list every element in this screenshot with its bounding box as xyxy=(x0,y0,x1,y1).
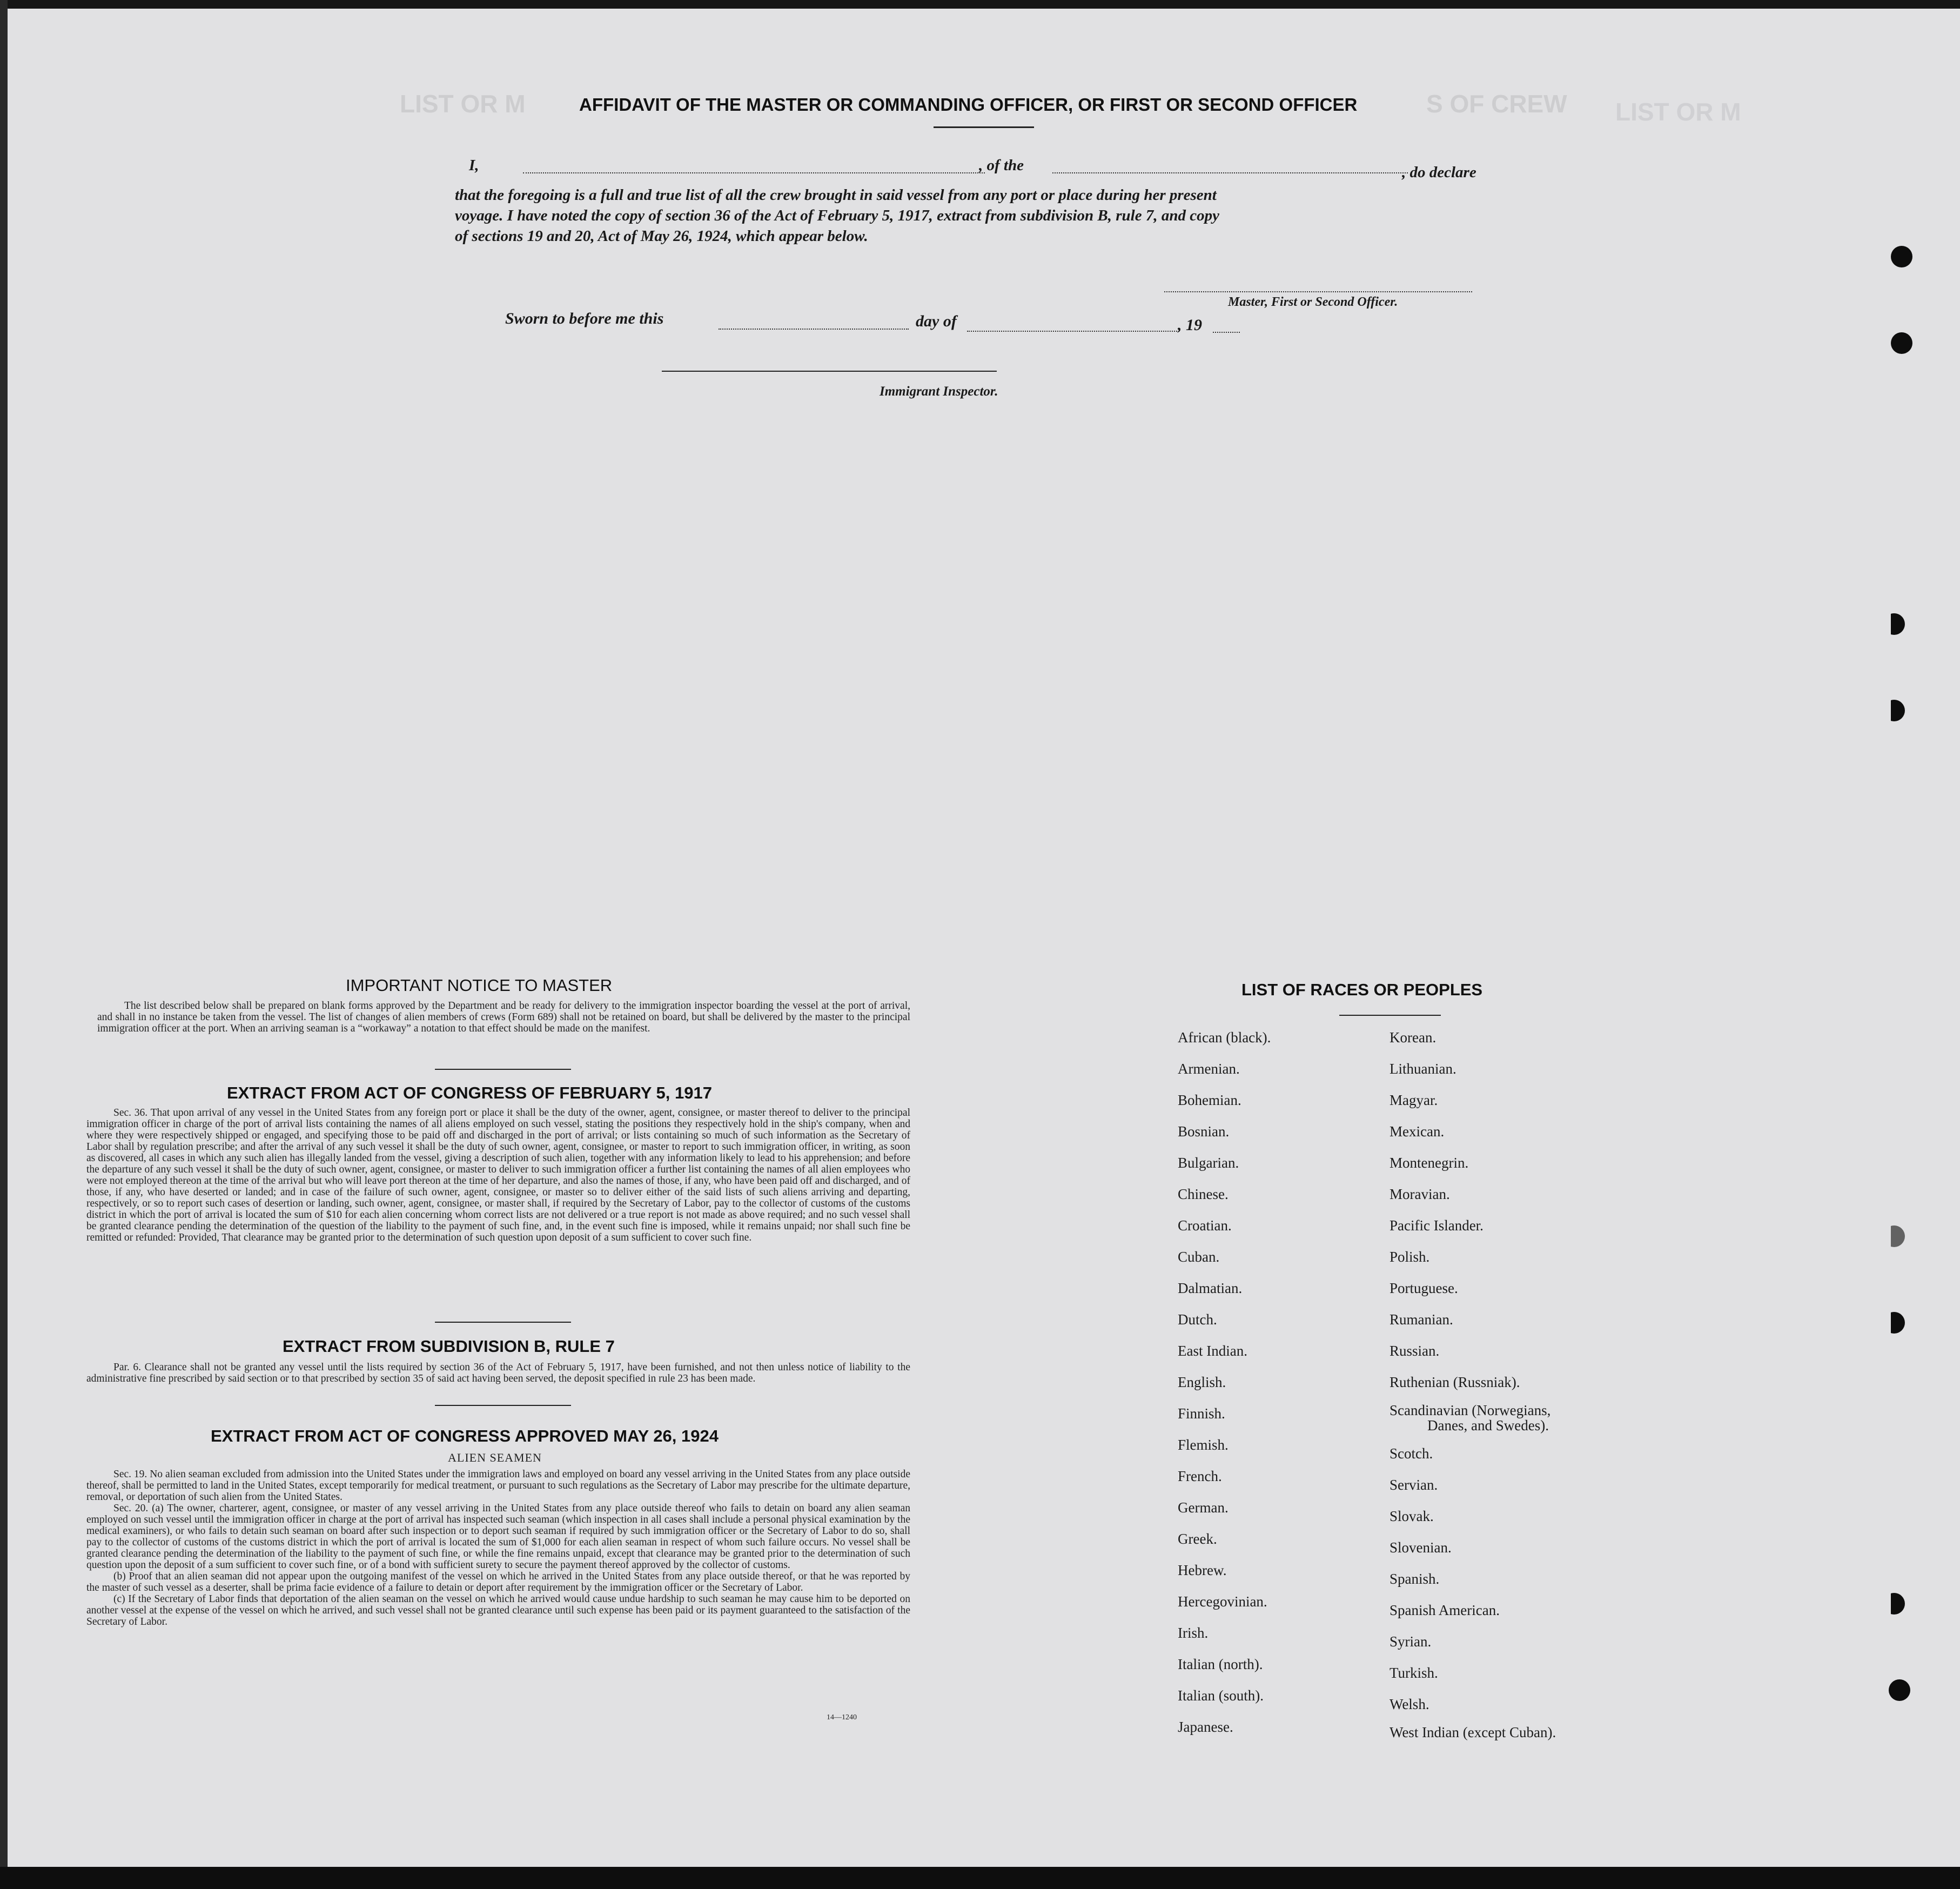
sworn-year-line xyxy=(1213,332,1240,333)
sec20c-paragraph: (c) If the Secretary of Labor finds that deportation of the alien seaman on the vessel on which he arrived would cause undue hardship to such seaman he may cause him to be deported on another vessel at the expense of the vessel on which he arrived, and such vessel shall not be granted clearance until such expense has been paid or its payment guaranteed to the satisfaction of the Secretary of Labor. xyxy=(86,1593,910,1627)
race-item: Finnish. xyxy=(1178,1405,1225,1422)
sec19-paragraph: Sec. 19. No alien seaman excluded from admission into the United States under the immigration laws and employed on board any vessel arriving in the United States from any place outside thereof, shall be permitted to land in the United States, except temporarily for medical treatment, or pursuant to such regulations as the Secretary of Labor may prescribe for the ultimate departure, removal, or deportation of such alien from the United States. xyxy=(86,1469,910,1503)
binder-hole xyxy=(1883,1225,1905,1247)
binder-hole xyxy=(1883,700,1905,721)
sec20b-paragraph: (b) Proof that an alien seaman did not appear upon the outgoing manifest of the vessel on which he arrived in the United States from any place outside thereof, or that he was reported by the master of such vessel as a deserter, shall be prima facie evidence of a failure to detain or deport after requirement by the immigration officer or the Secretary of Labor. xyxy=(86,1571,910,1593)
signature-line xyxy=(1164,291,1472,292)
race-item: West Indian (except Cuban). xyxy=(1390,1724,1556,1740)
alien-seamen-subtitle: ALIEN SEAMEN xyxy=(448,1451,542,1464)
divider xyxy=(435,1322,571,1323)
races-title: LIST OF RACES OR PEOPLES xyxy=(1241,980,1483,999)
race-item: Ruthenian (Russniak). xyxy=(1390,1374,1520,1390)
race-item: Spanish American. xyxy=(1390,1602,1500,1618)
divider xyxy=(934,126,1034,128)
race-item: Rumanian. xyxy=(1390,1311,1453,1328)
race-item: Spanish. xyxy=(1390,1571,1440,1587)
race-item: Cuban. xyxy=(1178,1249,1220,1265)
name-line xyxy=(523,172,985,173)
race-item: Russian. xyxy=(1390,1343,1440,1359)
divider xyxy=(435,1405,571,1406)
race-item: Italian (south). xyxy=(1178,1687,1264,1704)
race-item: German. xyxy=(1178,1499,1229,1516)
race-item: Magyar. xyxy=(1390,1092,1438,1108)
race-item: Pacific Islander. xyxy=(1390,1217,1484,1234)
affidavit-title: AFFIDAVIT OF THE MASTER OR COMMANDING OFFICER, OR FIRST OR SECOND OFFICER xyxy=(579,95,1358,115)
race-item: Mexican. xyxy=(1390,1123,1445,1140)
bleed-through-mark: LIST OR M xyxy=(1615,98,1741,126)
race-item: Dutch. xyxy=(1178,1311,1217,1328)
notice-paragraph: The list described below shall be prepared on blank forms approved by the Department and be ready for delivery to the immigration inspector boarding the vessel at the port of arrival, and shall in no instance be taken from the vessel. The list of changes of alien members of crews (Form 689) shall not be retained on board, but shall be delivered by the master to the principal immigration officer at the port. When an arriving seaman is a “workaway” a notation to that effect should be made on the manifest. xyxy=(97,1000,910,1034)
race-item: Japanese. xyxy=(1178,1719,1233,1735)
binder-hole xyxy=(1891,246,1912,267)
sworn-label: Sworn to before me this xyxy=(505,310,664,327)
statement-line-2: voyage. I have noted the copy of section 36 of the Act of February 5, 1917, extract from subdivision B, rule 7, and copy xyxy=(455,207,1219,224)
signature-caption: Master, First or Second Officer. xyxy=(1228,295,1398,309)
race-item: Irish. xyxy=(1178,1625,1209,1641)
binder-hole xyxy=(1883,1593,1905,1615)
race-item: East Indian. xyxy=(1178,1343,1247,1359)
notice-title: IMPORTANT NOTICE TO MASTER xyxy=(346,976,613,995)
scan-edge-top xyxy=(0,0,1960,9)
extract-1924-text xyxy=(86,1469,910,1627)
race-item: Bosnian. xyxy=(1178,1123,1230,1140)
race-item: Polish. xyxy=(1390,1249,1430,1265)
rule7-paragraph: Par. 6. Clearance shall not be granted any vessel until the lists required by section 36 of the Act of February 5, 1917, have been furnished, and not then unless notice of liability to the administrative fine prescribed by said section or to that prescribed by section 35 of said act having been served, the deposit specified in rule 23 has been made. xyxy=(86,1362,910,1384)
binder-hole xyxy=(1891,332,1912,354)
race-item: Chinese. xyxy=(1178,1186,1229,1202)
race-item: Italian (north). xyxy=(1178,1656,1263,1672)
race-item: Hercegovinian. xyxy=(1178,1593,1267,1610)
declare-of-the: , of the xyxy=(979,157,1024,174)
race-item: Montenegrin. xyxy=(1390,1155,1469,1171)
race-item: Bulgarian. xyxy=(1178,1155,1239,1171)
extract-rule7-text xyxy=(86,1362,910,1384)
race-item: Slovenian. xyxy=(1390,1539,1452,1556)
divider xyxy=(1339,1015,1441,1016)
vessel-line xyxy=(1052,172,1408,173)
race-item: Servian. xyxy=(1390,1477,1438,1493)
race-item: Greek. xyxy=(1178,1531,1217,1547)
statement-line-1: that the foregoing is a full and true list of all the crew brought in said vessel from any port or place during her present xyxy=(455,186,1217,204)
race-item: Welsh. xyxy=(1390,1696,1429,1712)
sec36-paragraph: Sec. 36. That upon arrival of any vessel in the United States from any foreign port or place it shall be the duty of the owner, agent, consignee, or master thereof to deliver to the principal immigration officer in charge of the port of arrival lists containing the names of all aliens employed on such vessel, stating the positions they respectively hold in the ship's company, when and where they were respectively shipped or engaged, and specifying those to be paid off and discharged in the port of arrival; or lists containing so much of such information as the Secretary of Labor shall by regulation prescribe; and after the arrival of any such vessel it shall be the duty of such owner, agent, consignee, or master to report to such immigration officer, in writing, as soon as discovered, all cases in which any such alien has illegally landed from the vessel, giving a description of such alien, together with any information likely to lead to his apprehension; and before the departure of any such vessel it shall be the duty of such owner, agent, consignee, or master to deliver to such immigration officer a further list containing the names of all alien employees who were not employed thereon at the time of the arrival but who will leave port thereon at the time of her departure, and also the names of those, if any, who have been paid off and discharged, and of those, if any, who have deserted or landed; and in case of the failure of such owner, agent, consignee, or master so to deliver either of the said lists of such aliens arriving and departing, respectively, or so to report such cases of desertion or landing, such owner, agent, consignee, or master shall, if required by the Secretary of Labor, pay to the collector of customs of the customs district in which the port of arrival is located the sum of $10 for each alien concerning whom correct lists are not delivered or a true report is not made as above required; and no such vessel shall be granted clearance pending the determination of the question of the liability to the payment of such fine, and, in the event such fine is imposed, while it remains unpaid; nor shall such fine be remitted or refunded: Provided, That clearance may be granted prior to the determination of such question upon deposit of a sum sufficient to cover such fine. xyxy=(86,1107,910,1243)
scan-edge-bottom xyxy=(0,1867,1960,1889)
year-prefix: , 19 xyxy=(1178,316,1202,334)
race-item: Portuguese. xyxy=(1390,1280,1458,1296)
race-item: Slovak. xyxy=(1390,1508,1434,1524)
race-item: Syrian. xyxy=(1390,1633,1432,1650)
race-item: Lithuanian. xyxy=(1390,1061,1456,1077)
sworn-month-line xyxy=(967,331,1179,332)
extract-1917-text xyxy=(86,1107,910,1243)
binder-hole xyxy=(1883,613,1905,635)
race-item: Korean. xyxy=(1390,1029,1437,1046)
race-item: Turkish. xyxy=(1390,1665,1438,1681)
declare-end: , do declare xyxy=(1402,164,1476,181)
race-item: Flemish. xyxy=(1178,1437,1229,1453)
race-item: African (black). xyxy=(1178,1029,1271,1046)
race-item: Scandinavian (Norwegians, xyxy=(1390,1402,1551,1418)
race-item: Scotch. xyxy=(1390,1445,1433,1462)
binder-hole xyxy=(1889,1679,1910,1701)
divider xyxy=(435,1069,571,1070)
form-number: 14—1240 xyxy=(827,1713,857,1721)
declare-i: I, xyxy=(469,157,479,174)
race-item: Dalmatian. xyxy=(1178,1280,1243,1296)
binder-hole xyxy=(1883,1312,1905,1334)
race-item: Croatian. xyxy=(1178,1217,1232,1234)
bleed-through-mark: S OF CREW xyxy=(1426,90,1567,118)
statement-line-3: of sections 19 and 20, Act of May 26, 1924, which appear below. xyxy=(455,227,868,245)
extract-rule7-title: EXTRACT FROM SUBDIVISION B, RULE 7 xyxy=(283,1337,615,1356)
race-item-continuation: Danes, and Swedes). xyxy=(1427,1417,1549,1434)
race-item: Armenian. xyxy=(1178,1061,1240,1077)
race-item: Moravian. xyxy=(1390,1186,1450,1202)
day-of-label: day of xyxy=(916,312,957,330)
bleed-through-mark: LIST OR M xyxy=(400,90,526,118)
inspector-signature-line xyxy=(662,371,997,372)
scan-edge-left xyxy=(0,0,8,1889)
sec20a-paragraph: Sec. 20. (a) The owner, charterer, agent, consignee, or master of any vessel arriving in the United States from any place outside thereof who fails to detain on board any alien seaman employed on such vessel until the immigration officer in charge at the port of arrival has inspected such seaman (which inspection in all cases shall include a personal physical examination by the medical examiners), or who fails to detain such seaman on board after such inspection or to deport such seaman if required by such immigration officer or the Secretary of Labor to do so, shall pay to the collector of customs of the customs district in which the port of arrival is located the sum of $1,000 for each alien seaman in respect of whom such failure occurs. No vessel shall be granted clearance pending the determination of the liability to the payment of such fine, or while the fine remains unpaid, except that clearance may be granted prior to the determination of such question upon the deposit of a sum sufficient to cover such fine, or of a bond with sufficient surety to secure the payment thereof approved by the collector of customs. xyxy=(86,1503,910,1571)
sworn-day-line xyxy=(719,329,909,330)
extract-1924-title: EXTRACT FROM ACT OF CONGRESS APPROVED MAY 26, 1924 xyxy=(211,1426,719,1445)
notice-text xyxy=(97,1000,910,1034)
extract-1917-title: EXTRACT FROM ACT OF CONGRESS OF FEBRUARY 5, 1917 xyxy=(227,1083,712,1102)
race-item: French. xyxy=(1178,1468,1222,1484)
race-item: Bohemian. xyxy=(1178,1092,1241,1108)
inspector-caption: Immigrant Inspector. xyxy=(880,384,998,399)
race-item: English. xyxy=(1178,1374,1226,1390)
race-item: Hebrew. xyxy=(1178,1562,1227,1578)
